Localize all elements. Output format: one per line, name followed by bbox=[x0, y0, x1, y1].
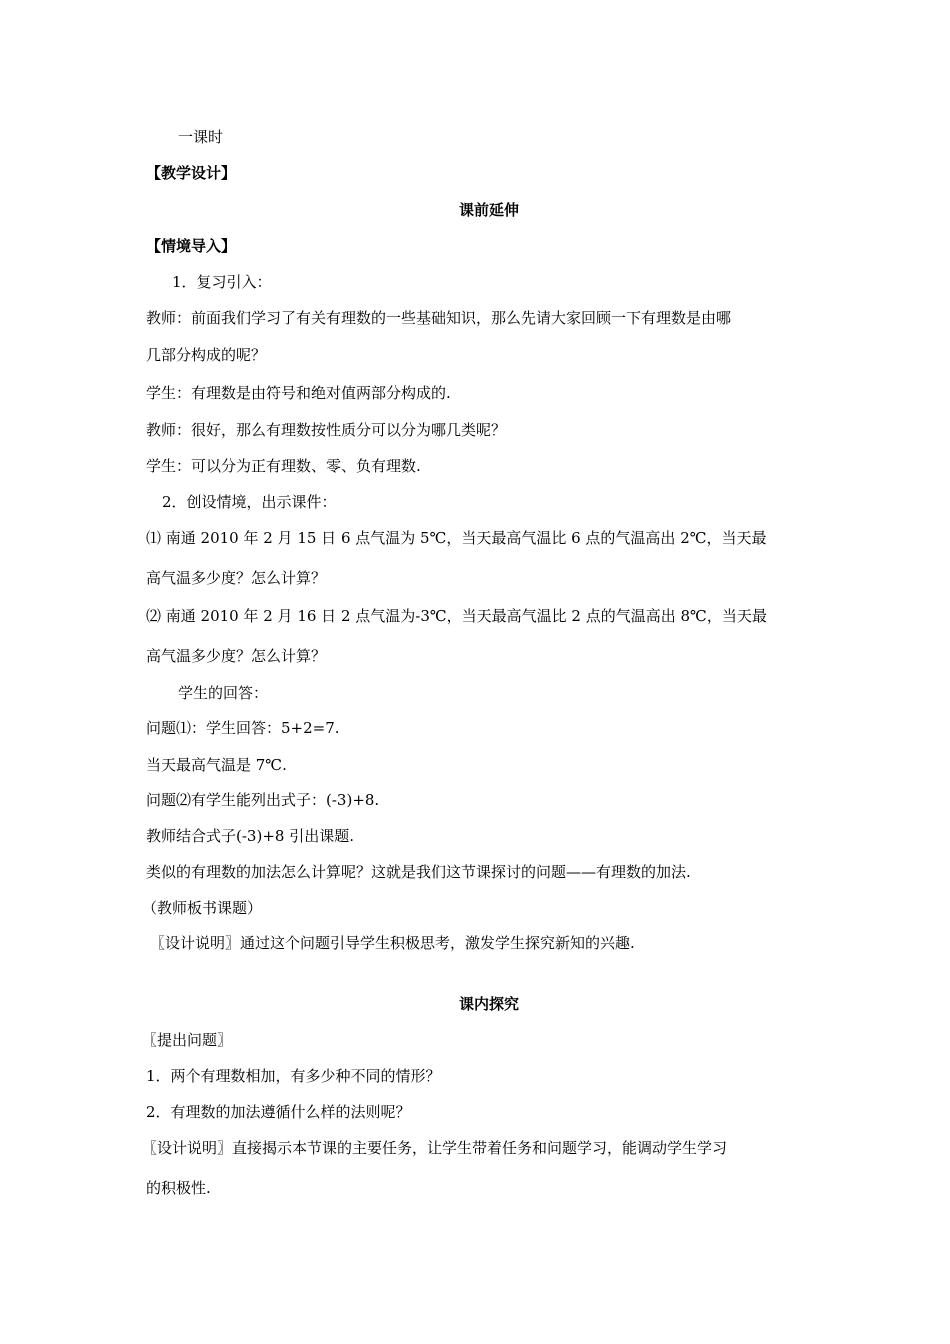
teacher-topic: 教师结合式子(-3)+8 引出课题. bbox=[146, 827, 354, 845]
lesson-period: 一课时 bbox=[178, 128, 224, 146]
problem-1-cont: 高气温多少度？怎么计算？ bbox=[146, 569, 327, 587]
problem-2-cont: 高气温多少度？怎么计算？ bbox=[146, 647, 327, 665]
question-1: 1．两个有理数相加，有多少种不同的情形？ bbox=[146, 1067, 441, 1085]
problem-2: ⑵ 南通 2010 年 2 月 16 日 2 点气温为-3℃，当天最高气温比 2 点的气温高出 8℃，当天最 bbox=[146, 607, 767, 625]
answer-1: 问题⑴：学生回答：5+2=7. bbox=[146, 719, 340, 737]
answer-1-result: 当天最高气温是 7℃. bbox=[146, 756, 287, 774]
problem-1: ⑴ 南通 2010 年 2 月 15 日 6 点气温为 5℃，当天最高气温比 6 点的气温高出 2℃，当天最 bbox=[146, 529, 767, 547]
pre-class-title: 课前延伸 bbox=[458, 201, 519, 219]
question-2: 2．有理数的加法遵循什么样的法则呢？ bbox=[146, 1103, 411, 1121]
teacher-question-1: 教师：前面我们学习了有关有理数的一些基础知识，那么先请大家回顾一下有理数是由哪 bbox=[146, 309, 732, 327]
answer-2: 问题⑵有学生能列出式子：(-3)+8. bbox=[146, 791, 380, 809]
in-class-design-note-cont: 的积极性. bbox=[146, 1179, 211, 1197]
board-note: （教师板书课题） bbox=[142, 899, 263, 917]
pre-class-design-note: 〖设计说明〗通过这个问题引导学生积极思考，激发学生探究新知的兴趣. bbox=[150, 934, 635, 952]
teacher-question-1-cont: 几部分构成的呢？ bbox=[146, 346, 267, 364]
in-class-title: 课内探究 bbox=[458, 995, 519, 1013]
student-answer-2: 学生：可以分为正有理数、零、负有理数. bbox=[146, 457, 421, 475]
create-situation: 2．创设情境，出示课件： bbox=[162, 493, 337, 511]
similar-question: 类似的有理数的加法怎么计算呢？这就是我们这节课探讨的问题——有理数的加法. bbox=[146, 863, 691, 881]
review-intro: 1．复习引入： bbox=[172, 273, 272, 291]
in-class-design-note: 〖设计说明〗直接揭示本节课的主要任务，让学生带着任务和问题学习，能调动学生学习 bbox=[142, 1139, 728, 1157]
raise-question-heading: 〖提出问题〗 bbox=[142, 1031, 233, 1049]
student-answers-label: 学生的回答： bbox=[178, 684, 269, 702]
teaching-design-heading: 【教学设计】 bbox=[146, 164, 237, 182]
situation-heading: 【情境导入】 bbox=[146, 237, 237, 255]
student-answer-1: 学生：有理数是由符号和绝对值两部分构成的. bbox=[146, 384, 451, 402]
teacher-question-2: 教师：很好，那么有理数按性质分可以分为哪几类呢？ bbox=[146, 421, 507, 439]
